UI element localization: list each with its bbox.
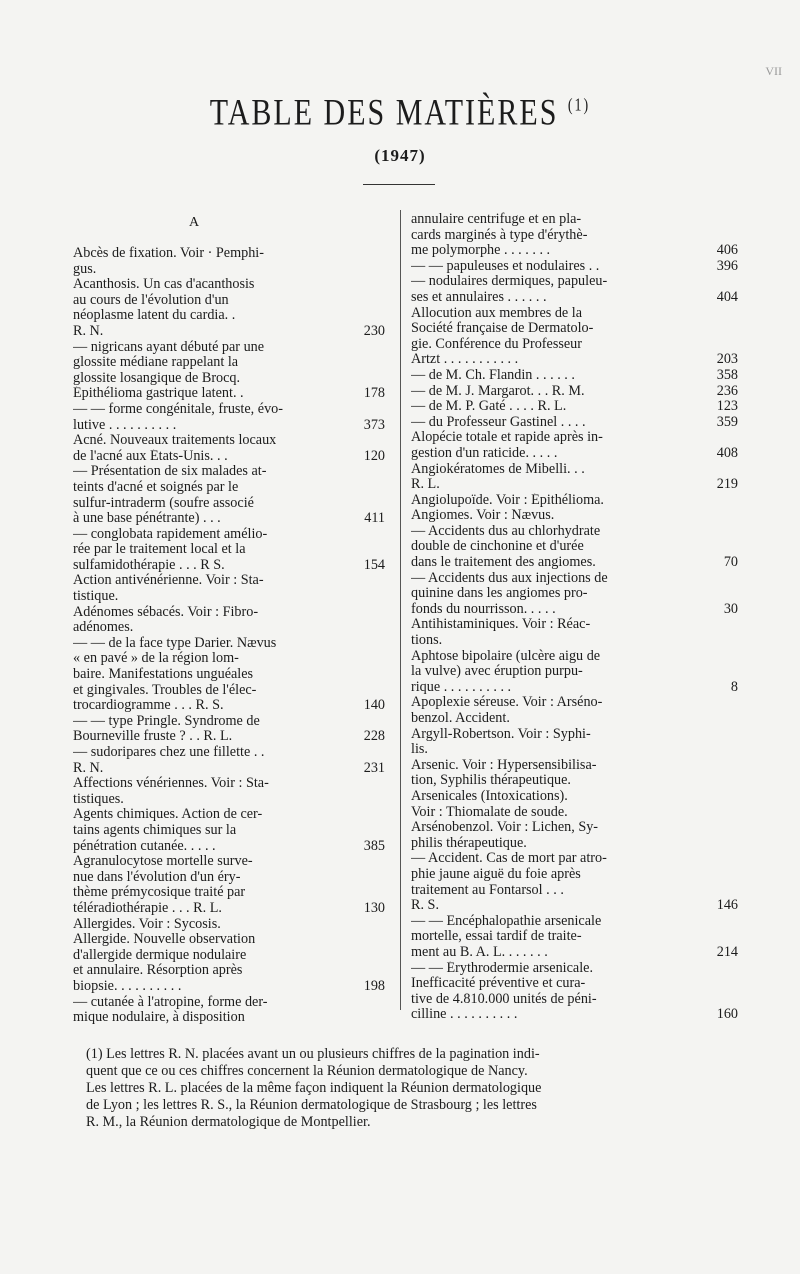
index-entry-line	[73, 262, 385, 278]
entry-page: 408	[716, 444, 738, 461]
entry-text: tive de 4.810.000 unités de péni-	[411, 991, 597, 1007]
index-entry-line	[411, 992, 738, 1008]
entry-text: Allergides. Voir : Sycosis.	[73, 916, 221, 932]
index-entry-line	[73, 854, 385, 870]
index-entry-line	[411, 399, 738, 415]
index-entry-line	[73, 807, 385, 823]
index-entry-line	[73, 371, 385, 387]
title-text: TABLE DES MATIÈRES	[209, 91, 559, 133]
entry-text: d'allergide dermique nodulaire	[73, 947, 247, 963]
index-entry-line	[73, 839, 385, 855]
entry-text: pénétration cutanée. . . . .	[73, 838, 216, 854]
entry-text: tistique.	[73, 589, 119, 605]
index-entry-line	[411, 758, 738, 774]
index-entry-line	[411, 867, 738, 883]
index-entry-line	[73, 293, 385, 309]
index-entry-line	[411, 212, 738, 228]
index-entry-line	[73, 496, 385, 512]
entry-text: R. L.	[411, 477, 440, 493]
index-entry-line	[411, 539, 738, 555]
entry-text: Antihistaminiques. Voir : Réac-	[411, 617, 591, 633]
index-entry-line	[411, 555, 738, 571]
index-entry-line	[411, 883, 738, 899]
entry-text: Agranulocytose mortelle surve-	[73, 854, 253, 870]
entry-text: de l'acné aux États-Unis. . .	[73, 448, 228, 464]
entry-text: — nodulaires dermiques, papuleu-	[411, 274, 608, 290]
index-entry-line	[73, 667, 385, 683]
index-entry-line	[73, 527, 385, 543]
index-entry-line	[73, 714, 385, 730]
index-entry-line	[411, 259, 738, 275]
entry-page: 70	[723, 554, 738, 571]
index-entry-line	[411, 586, 738, 602]
entry-page: 385	[363, 837, 385, 854]
entry-page: 140	[363, 697, 385, 714]
entry-text: annulaire centrifuge et en pla-	[411, 212, 582, 227]
entry-text: Aphtose bipolaire (ulcère aigu de	[411, 648, 601, 664]
entry-text: philis thérapeutique.	[411, 835, 527, 851]
index-entry-line	[73, 246, 385, 262]
index-entry-line	[73, 823, 385, 839]
index-entry-line	[73, 324, 385, 340]
footnote-line: Les lettres R. L. placées de la même façon indiquent la Réunion dermatologique	[86, 1080, 542, 1096]
entry-page: 198	[363, 977, 385, 994]
index-entry-line	[73, 683, 385, 699]
index-entry-line	[73, 480, 385, 496]
index-entry-line	[411, 508, 738, 524]
entry-page: 203	[716, 351, 738, 368]
index-entry-line	[73, 308, 385, 324]
entry-text: tains agents chimiques sur la	[73, 822, 237, 838]
entry-text: Arsénobenzol. Voir : Lichen, Sy-	[411, 820, 599, 836]
index-entry-line	[73, 340, 385, 356]
entry-page: 154	[363, 556, 385, 573]
entry-text: Allocution aux membres de la	[411, 305, 582, 321]
index-entry-line	[411, 945, 738, 961]
entry-text: Épithélioma gastrique latent. .	[73, 386, 244, 402]
entry-page: 30	[723, 600, 738, 617]
index-entry-line	[73, 558, 385, 574]
entry-page: 404	[716, 288, 738, 305]
entry-text: — — forme congénitale, fruste, évo-	[73, 401, 283, 417]
entry-text: — — de la face type Darier. Nævus	[73, 635, 277, 651]
index-entry-line	[411, 633, 738, 649]
entry-text: tion, Syphilis thérapeutique.	[411, 773, 571, 789]
index-entry-line	[411, 477, 738, 493]
index-entry-line	[411, 524, 738, 540]
entry-page: 396	[716, 257, 738, 274]
entry-page: 130	[363, 899, 385, 916]
entry-text: Action antivénérienne. Voir : Sta-	[73, 573, 264, 589]
entry-text: — — Érythrodermie arsenicale.	[411, 960, 593, 976]
entry-page: 231	[363, 759, 385, 776]
entry-text: mortelle, essai tardif de traite-	[411, 929, 582, 945]
index-entry-line	[411, 961, 738, 977]
index-entry-line	[73, 511, 385, 527]
entry-text: biopsie. . . . . . . . . .	[73, 978, 182, 994]
index-entry-line	[73, 870, 385, 886]
entry-text: Angiomes. Voir : Nævus.	[411, 508, 555, 524]
entry-text: double de cinchonine et d'urée	[411, 539, 584, 555]
index-entry-line	[73, 729, 385, 745]
index-entry-line	[411, 352, 738, 368]
entry-text: ment au B. A. L. . . . . . .	[411, 944, 548, 960]
entry-text: dans le traitement des angiomes.	[411, 555, 596, 571]
entry-text: au cours de l'évolution d'un	[73, 292, 229, 308]
entry-text: Acanthosis. Un cas d'acanthosis	[73, 277, 255, 293]
index-entry-line	[73, 761, 385, 777]
index-entry-line	[411, 695, 738, 711]
entry-page: 358	[716, 366, 738, 383]
entry-text: gie. Conférence du Professeur	[411, 336, 582, 352]
footnote-line: quent que ce ou ces chiffres concernent la Réunion dermatologique de Nancy.	[86, 1063, 528, 1079]
entry-text: R. N.	[73, 323, 104, 339]
index-entry-line	[73, 636, 385, 652]
entry-text: Société française de Dermatolo-	[411, 321, 594, 337]
entry-text: ses et annulaires . . . . . .	[411, 289, 547, 305]
entry-text: Apoplexie séreuse. Voir : Arséno-	[411, 695, 603, 711]
entry-text: tistiques.	[73, 791, 124, 807]
entry-text: thème prémycosique traité par	[73, 885, 246, 901]
index-entry-line	[73, 885, 385, 901]
entry-text: Agents chimiques. Action de cer-	[73, 807, 263, 823]
index-entry-line	[411, 711, 738, 727]
index-entry-line	[73, 620, 385, 636]
entry-page: 120	[363, 447, 385, 464]
entry-text: — Accidents dus aux injections de	[411, 570, 608, 586]
entry-text: — nigricans ayant débuté par une	[73, 339, 265, 355]
index-entry-line	[411, 680, 738, 696]
entry-text: Adénomes sébacés. Voir : Fibro-	[73, 604, 259, 620]
entry-text: trocardiogramme . . . R. S.	[73, 698, 224, 714]
entry-text: Affections vénériennes. Voir : Sta-	[73, 776, 269, 792]
index-entry-line	[411, 914, 738, 930]
entry-text: glossite losangique de Brocq.	[73, 370, 241, 386]
entry-text: teints d'acné et soignés par le	[73, 479, 239, 495]
entry-text: Voir : Thiomalate de soude.	[411, 804, 568, 820]
index-entry-line	[73, 776, 385, 792]
index-entry-line	[73, 948, 385, 964]
index-entry-line	[411, 727, 738, 743]
entry-page: 228	[363, 728, 385, 745]
entry-text: — cutanée à l'atropine, forme der-	[73, 994, 268, 1010]
index-entry-line	[73, 386, 385, 402]
entry-text: mique nodulaire, à disposition	[73, 1010, 245, 1026]
entry-text: Alopécie totale et rapide après in-	[411, 430, 603, 446]
index-entry-line	[411, 384, 738, 400]
title-footnote-marker: (1)	[567, 96, 591, 116]
index-entry-line	[73, 932, 385, 948]
index-entry-line	[411, 493, 738, 509]
index-entry-line	[411, 836, 738, 852]
entry-text: sulfamidothérapie . . . R S.	[73, 557, 225, 573]
index-entry-line	[411, 368, 738, 384]
index-entry-line	[73, 605, 385, 621]
entry-text: Arsenicales (Intoxications).	[411, 788, 568, 804]
left-column	[73, 246, 385, 1026]
footnote-line: R. M., la Réunion dermatologique de Montpellier.	[86, 1114, 371, 1130]
entry-text: — du Professeur Gastinel . . . .	[411, 414, 586, 430]
entry-text: Abcès de fixation. Voir · Pemphi-	[73, 246, 264, 261]
index-entry-line	[73, 573, 385, 589]
entry-page: 236	[716, 382, 738, 399]
entry-text: Arsenic. Voir : Hypersensibilisa-	[411, 757, 597, 773]
entry-page: 214	[716, 943, 738, 960]
entry-text: Inefficacité préventive et cura-	[411, 976, 586, 992]
entry-page: 123	[716, 398, 738, 415]
index-entry-line	[73, 917, 385, 933]
entry-text: à une base pénétrante) . . .	[73, 511, 221, 527]
right-column	[411, 212, 738, 1023]
index-entry-line	[73, 995, 385, 1011]
entry-text: traitement au Fontarsol . . .	[411, 882, 564, 898]
index-entry-line	[73, 449, 385, 465]
index-entry-line	[411, 337, 738, 353]
entry-page: 178	[363, 385, 385, 402]
index-entry-line	[73, 979, 385, 995]
entry-text: et annulaire. Résorption après	[73, 963, 243, 979]
index-entry-line	[73, 355, 385, 371]
index-entry-line	[411, 446, 738, 462]
index-entry-line	[411, 571, 738, 587]
entry-text: baire. Manifestations unguéales	[73, 667, 254, 683]
entry-page: 230	[363, 322, 385, 339]
title-rule	[363, 184, 435, 185]
index-entry-line	[411, 773, 738, 789]
entry-text: Angiolupoïde. Voir : Épithélioma.	[411, 492, 604, 508]
entry-text: glossite médiane rappelant la	[73, 355, 239, 371]
entry-text: phie jaune aiguë du foie après	[411, 866, 581, 882]
entry-text: Acné. Nouveaux traitements locaux	[73, 433, 277, 449]
index-entry-line	[411, 602, 738, 618]
section-letter: A	[188, 215, 200, 230]
entry-text: tions.	[411, 633, 443, 649]
index-entry-line	[411, 976, 738, 992]
index-entry-line	[73, 277, 385, 293]
entry-text: — — papuleuses et nodulaires . .	[411, 258, 600, 274]
index-entry-line	[73, 963, 385, 979]
index-entry-line	[411, 228, 738, 244]
entry-text: — Présentation de six malades at-	[73, 464, 267, 480]
index-entry-line	[411, 805, 738, 821]
entry-text: R. S.	[411, 898, 439, 914]
index-entry-line	[73, 542, 385, 558]
entry-text: R. N.	[73, 760, 104, 776]
index-entry-line	[411, 617, 738, 633]
index-entry-line	[73, 418, 385, 434]
index-entry-line	[73, 402, 385, 418]
entry-text: — conglobata rapidement amélio-	[73, 526, 268, 542]
entry-text: fonds du nourrisson. . . . .	[411, 601, 556, 617]
index-entry-line	[73, 1010, 385, 1026]
entry-page: 359	[716, 413, 738, 430]
entry-text: rique . . . . . . . . . .	[411, 679, 512, 695]
column-divider	[400, 210, 401, 1010]
entry-text: Angiokératomes de Mibelli. . .	[411, 461, 585, 477]
entry-page: 373	[363, 416, 385, 433]
index-entry-line	[411, 929, 738, 945]
entry-text: gus.	[73, 261, 97, 277]
index-entry-line	[411, 789, 738, 805]
page-number: VII	[765, 64, 782, 78]
entry-page: 160	[716, 1006, 738, 1023]
index-entry-line	[73, 651, 385, 667]
entry-text: Allergide. Nouvelle observation	[73, 932, 256, 948]
entry-text: néoplasme latent du cardia. .	[73, 308, 236, 324]
entry-text: benzol. Accident.	[411, 711, 510, 726]
index-entry-line	[411, 415, 738, 431]
entry-text: gestion d'un raticide. . . . .	[411, 445, 558, 461]
entry-text: — Accidents dus au chlorhydrate	[411, 523, 601, 539]
entry-text: — de M. P. Gaté . . . . R. L.	[411, 399, 567, 415]
index-entry-line	[411, 274, 738, 290]
index-entry-line	[411, 851, 738, 867]
page-title	[0, 92, 800, 135]
entry-text: — de M. J. Margarot. . . R. M.	[411, 383, 585, 399]
entry-text: rée par le traitement local et la	[73, 542, 246, 558]
index-entry-line	[73, 745, 385, 761]
entry-text: adénomes.	[73, 620, 134, 636]
index-entry-line	[411, 462, 738, 478]
index-entry-line	[73, 698, 385, 714]
index-entry-line	[411, 243, 738, 259]
index-entry-line	[411, 664, 738, 680]
entry-text: sulfur-intraderm (soufre associé	[73, 495, 254, 511]
entry-page: 411	[364, 510, 385, 527]
entry-text: et gingivales. Troubles de l'élec-	[73, 682, 257, 698]
index-entry-line	[411, 742, 738, 758]
entry-text: Artzt . . . . . . . . . . .	[411, 352, 519, 368]
entry-text: la vulve) avec éruption purpu-	[411, 664, 583, 680]
entry-text: me polymorphe . . . . . . .	[411, 243, 551, 259]
entry-text: quinine dans les angiomes pro-	[411, 586, 588, 602]
index-entry-line	[73, 464, 385, 480]
index-entry-line	[411, 290, 738, 306]
year-heading: (1947)	[374, 146, 426, 165]
entry-text: lis.	[411, 742, 428, 758]
index-entry-line	[73, 792, 385, 808]
entry-text: — Accident. Cas de mort par atro-	[411, 851, 607, 867]
entry-text: — de M. Ch. Flandin . . . . . .	[411, 367, 575, 383]
index-entry-line	[411, 1007, 738, 1023]
entry-text: Argyll-Robertson. Voir : Syphi-	[411, 726, 591, 742]
entry-text: — — type Pringle. Syndrome de	[73, 713, 260, 729]
entry-text: téléradiothérapie . . . R. L.	[73, 900, 222, 916]
entry-page: 219	[716, 476, 738, 493]
index-entry-line	[411, 321, 738, 337]
entry-text: « en pavé » de la région lom-	[73, 651, 239, 667]
index-entry-line	[73, 433, 385, 449]
footnote-line: de Lyon ; les lettres R. S., la Réunion dermatologique de Strasbourg ; les lettres	[86, 1097, 537, 1113]
entry-page: 146	[716, 897, 738, 914]
entry-text: — — Encéphalopathie arsenicale	[411, 913, 602, 929]
footnotes	[86, 1046, 726, 1131]
index-entry-line	[411, 898, 738, 914]
entry-text: — sudoripares chez une fillette . .	[73, 745, 265, 760]
index-entry-line	[411, 649, 738, 665]
index-entry-line	[411, 430, 738, 446]
entry-text: Bourneville fruste ? . . R. L.	[73, 729, 233, 745]
footnote-line: (1) Les lettres R. N. placées avant un ou plusieurs chiffres de la pagination indi-	[86, 1046, 540, 1062]
index-entry-line	[73, 589, 385, 605]
entry-page: 406	[716, 242, 738, 259]
entry-text: nue dans l'évolution d'un éry-	[73, 869, 241, 885]
entry-text: cilline . . . . . . . . . .	[411, 1007, 518, 1023]
index-entry-line	[411, 820, 738, 836]
entry-text: lutive . . . . . . . . . .	[73, 417, 177, 433]
entry-page: 8	[730, 678, 738, 695]
index-entry-line	[411, 306, 738, 322]
entry-text: cards marginés à type d'érythè-	[411, 227, 588, 243]
index-entry-line	[73, 901, 385, 917]
